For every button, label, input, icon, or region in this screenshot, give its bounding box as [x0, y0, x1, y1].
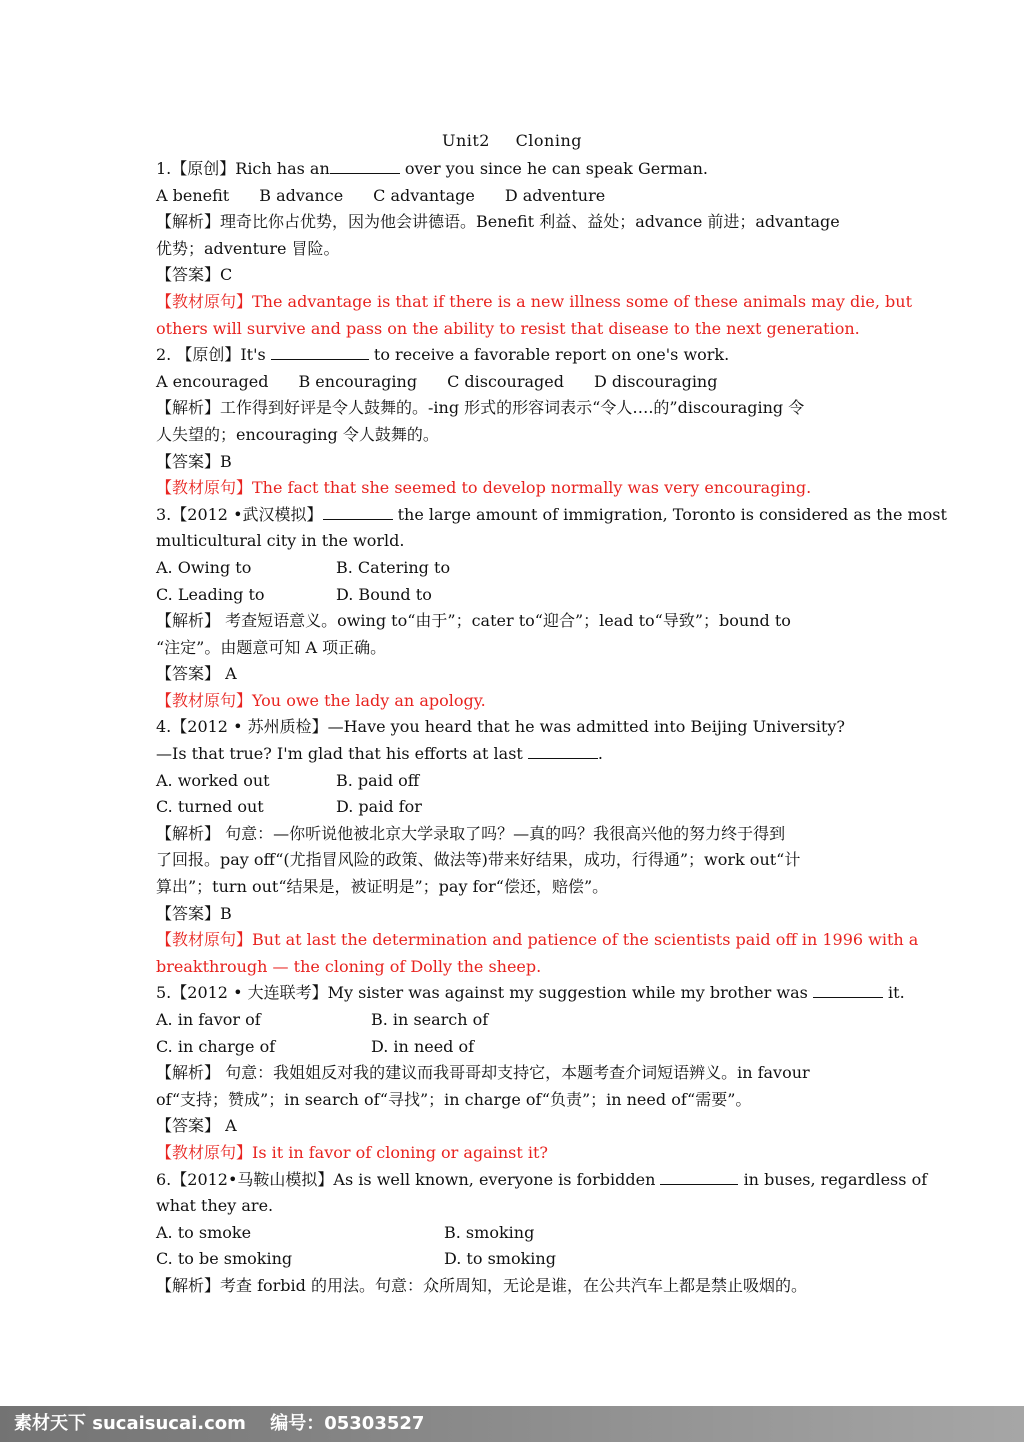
- option: D adventure: [504, 185, 606, 205]
- q2-analysis-cont: 人失望的；encouraging 令人鼓舞的。: [156, 424, 439, 444]
- option: D. paid for: [336, 797, 422, 817]
- option: C. turned out: [156, 797, 264, 817]
- q1-source-cont: others will survive and pass on the ability to resist that disease to the next generation.: [156, 318, 860, 338]
- option: B. Catering to: [336, 557, 451, 577]
- option: C discouraged: [447, 371, 564, 391]
- q1-stem: 1.【原创】Rich has an over you since he can speak German.: [156, 159, 708, 178]
- q2-analysis: 【解析】工作得到好评是令人鼓舞的。-ing 形式的形容词表示“令人….的”discouraging 令: [156, 398, 805, 418]
- option: B encouraging: [298, 371, 418, 391]
- q4-analysis-cont: 了回报。pay off“(尤指冒风险的政策、做法等)带来好结果，成功，行得通”；work out“计: [156, 850, 801, 870]
- option: A benefit: [156, 185, 230, 205]
- q4-analysis: 【解析】 句意：—你听说他被北京大学录取了吗？—真的吗？我很高兴他的努力终于得到: [156, 823, 786, 843]
- q3-options-row2: [156, 582, 874, 609]
- q4-source: 【教材原句】But at last the determination and patience of the scientists paid off in 1996 with a: [156, 930, 919, 950]
- q1-answer: 【答案】C: [156, 265, 233, 285]
- q3-analysis-cont: “注定”。由题意可知 A 项正确。: [156, 637, 387, 657]
- q6-options-row2: [156, 1246, 874, 1273]
- q6-analysis: 【解析】考查 forbid 的用法。句意：众所周知，无论是谁，在公共汽车上都是禁止吸烟的。: [156, 1275, 807, 1295]
- option: A encouraged: [156, 371, 269, 391]
- q4-options-row2: [156, 794, 874, 821]
- q4-analysis-cont: 算出”；turn out“结果是，被证明是”；pay for“偿还，赔偿”。: [156, 877, 609, 897]
- answer-blank: [271, 345, 369, 360]
- unit-label: Unit2: [441, 131, 490, 150]
- option: B. paid off: [336, 770, 420, 790]
- q3-options-row1: [156, 555, 874, 582]
- q5-options-row1: [156, 1007, 874, 1034]
- option: C. to be smoking: [156, 1249, 293, 1269]
- q4-source-cont: breakthrough — the cloning of Dolly the sheep.: [156, 956, 542, 976]
- q5-analysis-cont: of“支持；赞成”；in search of“寻找”；in charge of“负责”；in need of“需要”。: [156, 1089, 752, 1109]
- q5-source: 【教材原句】Is it in favor of cloning or against it?: [156, 1142, 548, 1162]
- option: C. Leading to: [156, 584, 265, 604]
- q6-stem-cont: what they are.: [156, 1196, 274, 1216]
- answer-blank: [813, 983, 883, 998]
- q1-source: 【教材原句】The advantage is that if there is a new illness some of these animals may die, but: [156, 291, 913, 311]
- answer-blank: [528, 744, 598, 759]
- page-title: [0, 131, 1024, 150]
- q3-source: 【教材原句】You owe the lady an apology.: [156, 690, 486, 710]
- q3-answer: 【答案】 A: [156, 664, 237, 684]
- option: B. in search of: [371, 1010, 489, 1029]
- option: B advance: [259, 185, 344, 205]
- option: D. Bound to: [336, 584, 432, 604]
- q4-stem-cont: —Is that true? I'm glad that his efforts at last .: [156, 744, 604, 764]
- q2-options: [156, 369, 874, 396]
- option: B. smoking: [444, 1222, 535, 1242]
- option: D. in need of: [371, 1036, 475, 1056]
- q6-options-row1: [156, 1220, 874, 1247]
- q5-analysis: 【解析】 句意：我姐姐反对我的建议而我哥哥却支持它，本题考查介词短语辨义。in favour: [156, 1063, 810, 1083]
- unit-name: Cloning: [515, 131, 583, 150]
- option: A. in favor of: [156, 1010, 261, 1029]
- option: D discouraging: [594, 371, 718, 391]
- q2-answer: 【答案】B: [156, 451, 232, 471]
- q5-stem: 5.【2012 • 大连联考】My sister was against my suggestion while my brother was it.: [156, 983, 905, 1003]
- q6-stem: 6.【2012•马鞍山模拟】As is well known, everyone is forbidden in buses, regardless of: [156, 1169, 928, 1189]
- watermark-id: 编号：05303527: [270, 1413, 425, 1434]
- answer-blank: [330, 159, 400, 174]
- q4-options-row1: [156, 768, 874, 795]
- q1-analysis-cont: 优势；adventure 冒险。: [156, 238, 340, 258]
- q2-source: 【教材原句】The fact that she seemed to develop normally was very encouraging.: [156, 478, 812, 498]
- option: C advantage: [373, 185, 475, 205]
- question-list: [156, 156, 947, 1300]
- watermark-site: 素材天下 sucaisucai.com: [14, 1413, 246, 1434]
- q3-stem-cont: multicultural city in the world.: [156, 531, 405, 551]
- q2-stem: 2. 【原创】It's to receive a favorable report on one's work.: [156, 345, 730, 365]
- q1-analysis: 【解析】理奇比你占优势，因为他会讲德语。Benefit 利益、益处；advance 前进；advantage: [156, 212, 840, 232]
- q5-answer: 【答案】 A: [156, 1116, 237, 1136]
- option: A. to smoke: [156, 1222, 252, 1242]
- q3-analysis: 【解析】 考查短语意义。owing to“由于”；cater to“迎合”；lead to“导致”；bound to: [156, 611, 791, 631]
- q1-options: [156, 183, 874, 210]
- option: D. to smoking: [444, 1249, 556, 1269]
- answer-blank: [323, 505, 393, 520]
- q5-options-row2: [156, 1034, 874, 1061]
- option: A. Owing to: [156, 557, 252, 577]
- option: C. in charge of: [156, 1036, 276, 1056]
- answer-blank: [660, 1170, 738, 1185]
- q3-stem: 3.【2012 •武汉模拟】 the large amount of immigration, Toronto is considered as the most: [156, 504, 947, 524]
- q4-stem: 4.【2012 • 苏州质检】—Have you heard that he was admitted into Beijing University?: [156, 717, 846, 737]
- q4-answer: 【答案】B: [156, 903, 232, 923]
- option: A. worked out: [156, 770, 270, 790]
- watermark-bar: [0, 1406, 1024, 1442]
